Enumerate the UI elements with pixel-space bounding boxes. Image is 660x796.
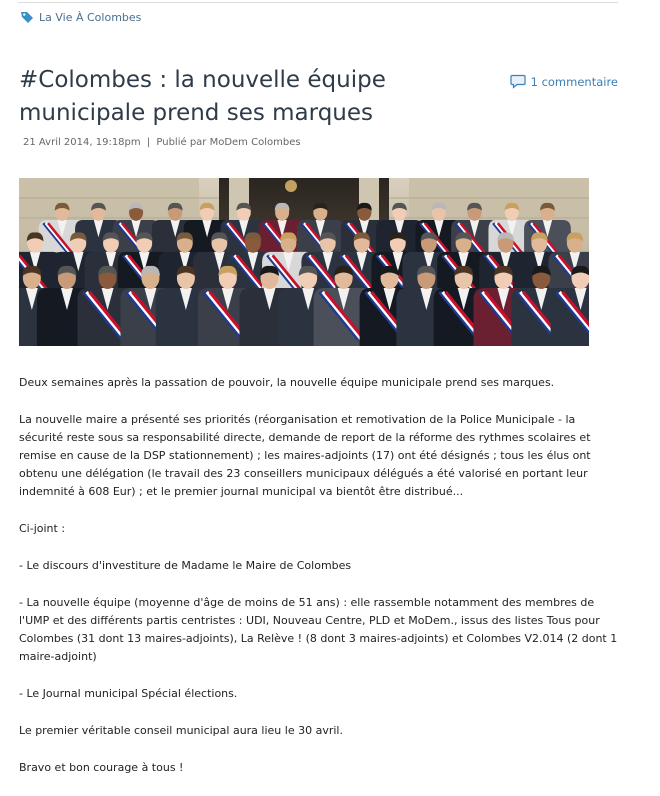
paragraph-council-date: Le premier véritable conseil municipal aura lieu le 30 avril.: [19, 724, 343, 737]
post-date: 21 Avril 2014, 19:18pm: [23, 137, 141, 148]
paragraph-closing: Bravo et bon courage à tous !: [19, 761, 184, 774]
paragraph-team-item: - La nouvelle équipe (moyenne d'âge de moins de 51 ans) : elle rassemble notamment des membres de l'UMP et des différents partis centristes : UDI, Nouveau Centre, PLD et MoDem., issus des listes Tous pour Colombes (31 dont 13 maires-adjoints), La Relève ! (8 dont 3 maires-adjoints) et Colombes V2.014 (2 dont 1 maire-adjoint): [19, 596, 618, 663]
post-content: [19, 374, 619, 796]
breadcrumb: [20, 10, 141, 24]
post-meta: [23, 137, 301, 148]
post-title: #Colombes : la nouvelle équipe municipale prend ses marques: [19, 67, 386, 126]
tag-icon: [20, 10, 34, 24]
post-author: Publié par MoDem Colombes: [156, 137, 301, 148]
comment-bubble-icon: [510, 74, 526, 89]
category-link[interactable]: La Vie À Colombes: [39, 10, 142, 24]
group-photo-image: [19, 178, 589, 346]
top-divider: [18, 2, 618, 3]
paragraph-priorities: La nouvelle maire a présenté ses priorités (réorganisation et remotivation de la Police Municipale - la sécurité reste sous sa responsabilité directe, demande de report de la réforme des rythmes scolaires et remise en cause de la DSP stationnement) ; les maires-adjoints (17) ont été désignés ; tous les élus ont obtenu une délégation (le travail des 23 conseillers municipaux délégués a été valorisé en portant leur indemnité à 608 Eur) ; et le premier journal municipal va bientôt être distribué...: [19, 413, 591, 498]
paragraph-speech-item: - Le discours d'investiture de Madame le Maire de Colombes: [19, 559, 352, 572]
paragraph-intro: Deux semaines après la passation de pouvoir, la nouvelle équipe municipale prend ses marques.: [19, 376, 555, 389]
comments-link[interactable]: [510, 74, 618, 89]
post-photo: [19, 178, 589, 346]
meta-separator: |: [146, 137, 151, 148]
comments-count-label: 1 commentaire: [530, 74, 618, 89]
paragraph-attachments-heading: Ci-joint :: [19, 522, 66, 535]
paragraph-journal-item: - Le Journal municipal Spécial élections.: [19, 687, 238, 700]
